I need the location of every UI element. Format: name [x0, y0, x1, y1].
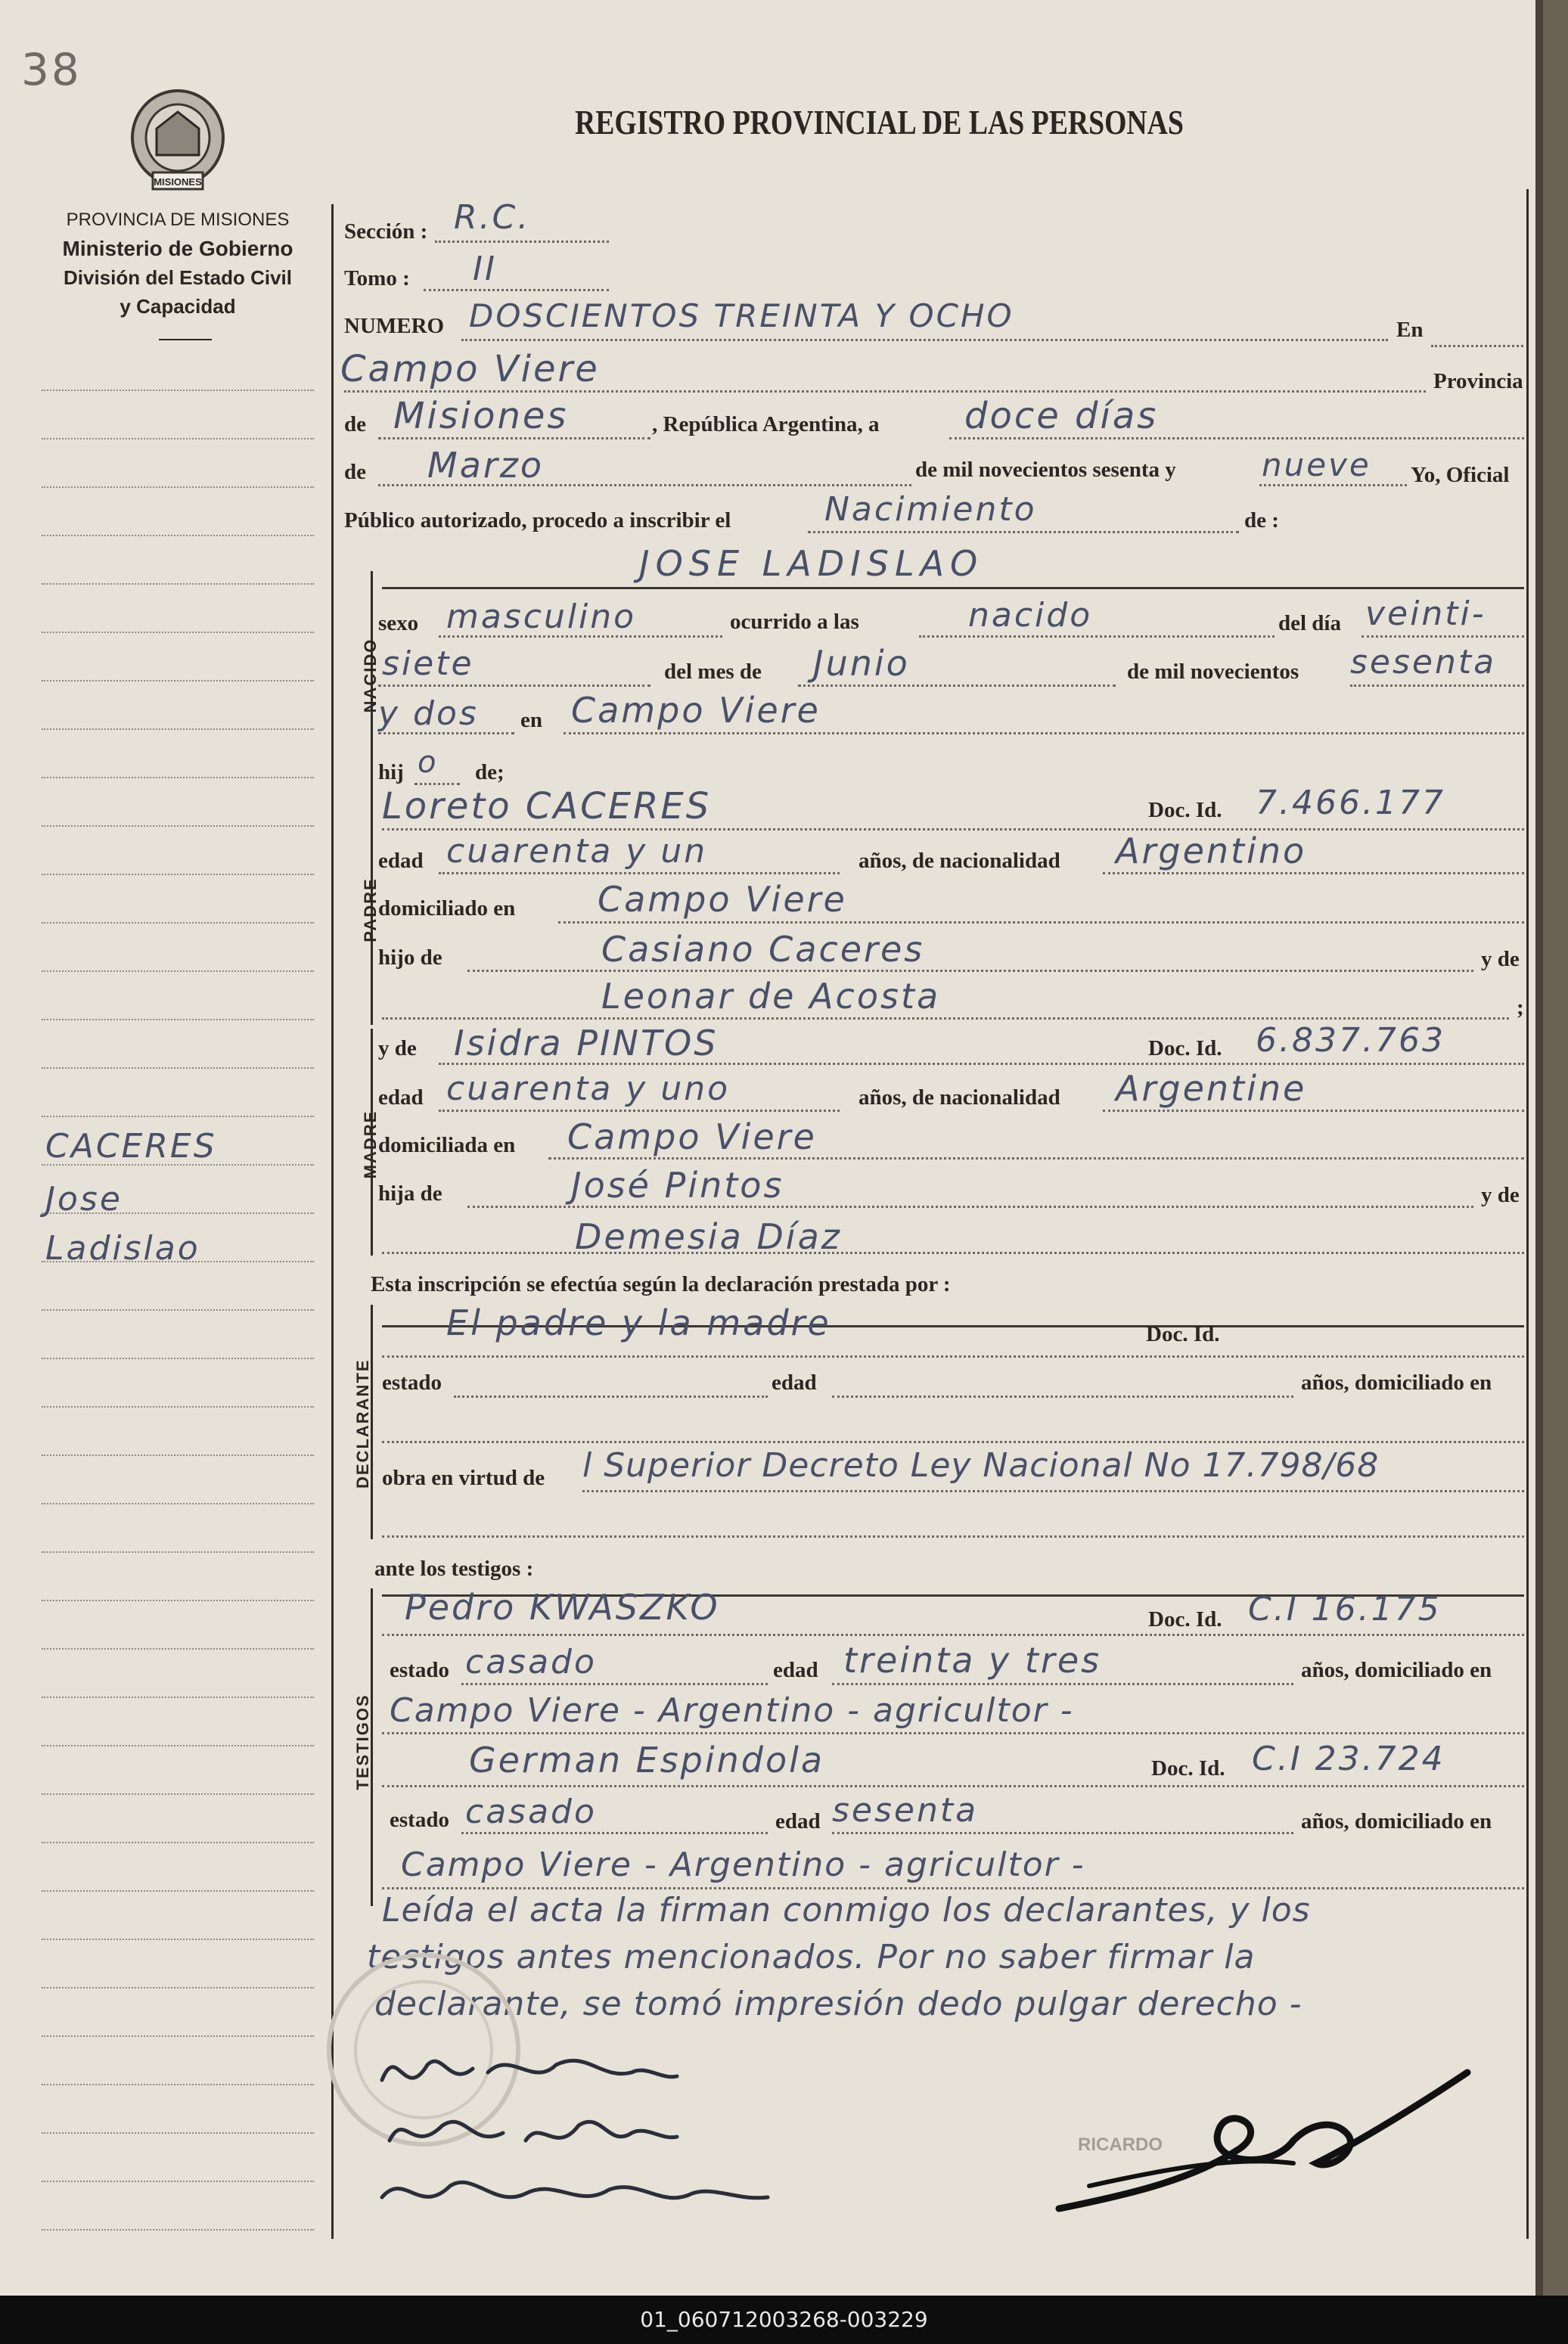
estado-label: estado: [390, 1658, 449, 1682]
closing-line: Leída el acta la firman conmigo los declarantes, y los: [382, 1891, 1311, 1930]
margin-rule-line: [42, 2035, 314, 2037]
padre-section-label: PADRE: [361, 877, 380, 942]
mother-name: Isidra PINTOS: [454, 1023, 719, 1063]
field-line: [424, 289, 609, 291]
field-line: [798, 685, 1116, 687]
dia-value: siete: [382, 644, 474, 683]
del-dia-label: del día: [1278, 611, 1341, 635]
province-value: Misiones: [393, 395, 569, 437]
margin-rule-line: [42, 1939, 314, 1940]
field-line: [919, 635, 1275, 638]
margin-rule-line: [42, 1503, 314, 1504]
margin-rule-line: [42, 1019, 314, 1020]
province-emblem: [123, 83, 233, 197]
field-line: [949, 437, 1524, 439]
margin-rule-line: [42, 486, 314, 488]
father-mother-value: Leonar de Acosta: [601, 976, 941, 1017]
field-line: [382, 1355, 1524, 1358]
closing-line: declarante, se tomó impresión dedo pulgar derecho -: [374, 1985, 1303, 2023]
birth-place-value: Campo Viere: [571, 690, 821, 731]
margin-rule-line: [42, 1551, 314, 1553]
witness2-doc-value: C.I 23.724: [1252, 1740, 1445, 1778]
margin-rule-line: [42, 1890, 314, 1892]
edad-label: edad: [378, 1085, 424, 1110]
field-line: [548, 1157, 1524, 1160]
testigos-section-label: TESTIGOS: [353, 1694, 372, 1790]
child-name: JOSE LADISLAO: [639, 543, 984, 584]
birth-year-value: y dos: [378, 694, 479, 733]
father-nationality-value: Argentino: [1116, 830, 1307, 871]
field-line: [378, 437, 650, 439]
document-title: REGISTRO PROVINCIAL DE LAS PERSONAS: [575, 103, 1184, 141]
anos-domiciliado-label: años, domiciliado en: [1301, 1809, 1492, 1833]
main-border: [331, 204, 334, 2239]
month-value: Marzo: [427, 445, 545, 486]
year-value: nueve: [1262, 446, 1371, 483]
field-line: [1103, 1110, 1524, 1112]
republica-label: , República Argentina, a: [652, 412, 880, 436]
field-line: [382, 1634, 1524, 1636]
nacido-section-label: NACIDO: [361, 638, 380, 713]
margin-rule-line: [42, 632, 314, 633]
sexo-label: sexo: [378, 611, 419, 635]
margin-rule-line: [42, 2229, 314, 2231]
closing-line: testigos antes mencionados. Por no saber firmar la: [367, 1938, 1256, 1976]
agency-block: [30, 206, 325, 321]
margin-rule-line: [42, 535, 314, 536]
field-line: [439, 1110, 840, 1112]
margin-rule-line: [42, 1455, 314, 1456]
margin-rule-line: [42, 1697, 314, 1698]
margin-rule-line: [42, 583, 314, 585]
y-de-label: y de: [378, 1036, 417, 1060]
page-number: 38: [21, 44, 82, 95]
edad-label: edad: [773, 1658, 818, 1682]
margin-rule-line: [42, 1358, 314, 1359]
agency-line: División del Estado Civil: [64, 266, 292, 289]
handwritten-signatures: [359, 2035, 904, 2231]
margin-rule-line: [42, 728, 314, 730]
margin-note-name: Ladislao: [45, 1229, 200, 1268]
margin-note-surname: CACERES: [45, 1127, 217, 1166]
field-line: [832, 1683, 1293, 1685]
field-line: [832, 1396, 1293, 1398]
provincia-label: Provincia: [1433, 369, 1523, 393]
field-line: [461, 1832, 768, 1834]
margin-rule-line: [42, 2132, 314, 2134]
father-doc-value: 7.466.177: [1256, 784, 1445, 822]
day-value: doce días: [964, 395, 1159, 437]
semicolon: ;: [1517, 995, 1524, 1020]
de-colon-label: de :: [1244, 508, 1279, 532]
obra-label: obra en virtud de: [382, 1466, 545, 1490]
margin-rule-line: [42, 1648, 314, 1650]
mil-label: de mil novecientos: [1127, 660, 1299, 684]
doc-id-label: Doc. Id.: [1151, 1756, 1225, 1781]
field-line: [1362, 635, 1524, 638]
mother-mother-value: Demesia Díaz: [575, 1216, 842, 1257]
y-de-label: y de: [1481, 1183, 1520, 1207]
witness1-doc-value: C.I 16.175: [1248, 1590, 1442, 1628]
tomo-label: Tomo :: [344, 266, 410, 290]
margin-rule-line: [42, 922, 314, 924]
mil-label: de mil novecientos sesenta y: [915, 458, 1176, 482]
mother-age-value: cuarenta y uno: [446, 1070, 731, 1108]
testigos-intro: ante los testigos :: [374, 1557, 534, 1581]
mes-value: Junio: [813, 643, 910, 684]
field-line: [461, 339, 1388, 341]
margin-rule-line: [42, 1406, 314, 1408]
field-line: [382, 1252, 1524, 1254]
en-label: En: [1396, 318, 1424, 342]
witness1-age-value: treinta y tres: [843, 1640, 1102, 1681]
declarante-section-label: DECLARANTE: [353, 1358, 372, 1489]
margin-rule-line: [42, 874, 314, 875]
margin-rule-line: [42, 970, 314, 972]
anos-domiciliado-label: años, domiciliado en: [1301, 1371, 1492, 1395]
field-line: [558, 921, 1524, 924]
edad-label: edad: [378, 849, 424, 873]
margin-rule-line: [42, 1793, 314, 1795]
mother-father-value: José Pintos: [571, 1165, 784, 1206]
declarant-name: El padre y la madre: [446, 1302, 831, 1343]
agency-line: y Capacidad: [120, 295, 236, 318]
domicilio-label: domiciliado en: [378, 896, 516, 921]
field-line: [461, 1683, 768, 1685]
margin-rule-line: [42, 825, 314, 827]
field-line: [1103, 872, 1524, 874]
father-name: Loreto CACERES: [382, 785, 712, 827]
witness1-address-value: Campo Viere - Argentino - agricultor -: [390, 1691, 1074, 1730]
field-line: [1431, 345, 1523, 347]
de-label: de: [344, 460, 366, 484]
field-line: [454, 1396, 768, 1398]
doc-id-label: Doc. Id.: [1148, 798, 1222, 822]
field-line: [382, 1732, 1524, 1734]
father-father-value: Casiano Caceres: [601, 929, 925, 970]
tomo-value: II: [473, 250, 497, 288]
field-line: [564, 732, 1524, 734]
declaracion-intro: Esta inscripción se efectúa según la declaración prestada por :: [371, 1272, 951, 1296]
mes-label: del mes de: [664, 660, 762, 684]
margin-rule-line: [42, 1987, 314, 1989]
anos-domiciliado-label: años, domiciliado en: [1301, 1658, 1492, 1682]
margin-rule-line: [42, 1745, 314, 1746]
mother-doc-value: 6.837.763: [1256, 1021, 1445, 1060]
field-line: [467, 970, 1473, 972]
nacionalidad-label: años, de nacionalidad: [859, 849, 1060, 873]
doc-id-label: Doc. Id.: [1146, 1322, 1220, 1346]
margin-rule-line: [42, 1842, 314, 1843]
margin-rule-line: [42, 2181, 314, 2182]
section-top-rule: [382, 587, 1524, 589]
domiciliada-label: domiciliada en: [378, 1133, 516, 1157]
ocurrido-label: ocurrido a las: [730, 610, 859, 634]
field-line: [382, 828, 1524, 830]
yo-oficial-label: Yo, Oficial: [1411, 463, 1510, 487]
estado-label: estado: [382, 1371, 442, 1395]
en-label: en: [520, 708, 542, 732]
field-line: [435, 241, 609, 243]
official-signature: [1044, 2057, 1498, 2231]
father-address-value: Campo Viere: [598, 879, 847, 920]
field-line: [1259, 484, 1407, 486]
field-line: [382, 1785, 1524, 1787]
estado-label: estado: [390, 1808, 449, 1832]
main-border: [1526, 189, 1529, 2239]
margin-rule-line: [42, 2084, 314, 2085]
witness1-estado-value: casado: [465, 1643, 597, 1681]
hij-value: o: [418, 745, 439, 780]
dia-value: veinti-: [1365, 595, 1486, 633]
svg-text:MISIONES: MISIONES: [154, 176, 202, 188]
margin-rule-line: [42, 680, 314, 681]
witness2-age-value: sesenta: [832, 1791, 979, 1830]
margin-rule-line: [42, 1116, 314, 1117]
field-line: [439, 872, 840, 874]
birth-year-value: sesenta: [1350, 643, 1497, 681]
hijo-de-label: hijo de: [378, 945, 442, 970]
divider: [159, 339, 212, 340]
hija-de-label: hija de: [378, 1181, 442, 1206]
ocurrido-value: nacido: [968, 596, 1093, 635]
field-line: [344, 390, 1426, 393]
margin-rule-line: [42, 390, 314, 391]
field-line: [467, 1206, 1473, 1208]
margin-rule-line: [42, 1067, 314, 1069]
agency-line: PROVINCIA DE MISIONES: [66, 210, 290, 230]
publico-label: Público autorizado, procedo a inscribir el: [344, 508, 731, 532]
witness2-address-value: Campo Viere - Argentino - agricultor -: [401, 1846, 1085, 1884]
image-caption: 01_060712003268-003229: [0, 2296, 1568, 2344]
witness1-name: Pedro KWASZKO: [405, 1587, 720, 1628]
sexo-value: masculino: [446, 598, 637, 636]
seccion-label: Sección :: [344, 219, 428, 244]
margin-rule-line: [42, 777, 314, 778]
field-line: [382, 1017, 1509, 1020]
field-line: [378, 685, 650, 687]
numero-label: NUMERO: [344, 314, 445, 338]
stamp-text: RICARDO: [1078, 2134, 1163, 2155]
nacionalidad-label: años, de nacionalidad: [859, 1085, 1060, 1110]
field-line: [832, 1832, 1293, 1834]
de-label: de;: [475, 760, 505, 784]
decree-value: l Superior Decreto Ley Nacional No 17.798/68: [582, 1446, 1380, 1485]
edad-label: edad: [775, 1809, 821, 1833]
seccion-value: R.C.: [454, 198, 531, 237]
margin-rule-line: [42, 1600, 314, 1601]
witness2-name: German Espindola: [469, 1740, 825, 1781]
margin-note-name: Jose: [45, 1180, 123, 1219]
father-age-value: cuarenta y un: [446, 832, 708, 871]
mother-address-value: Campo Viere: [567, 1116, 817, 1157]
doc-id-label: Doc. Id.: [1148, 1036, 1222, 1060]
field-line: [382, 1887, 1524, 1889]
mother-nationality-value: Argentine: [1116, 1068, 1307, 1109]
act-value: Nacimiento: [824, 490, 1037, 529]
madre-section-label: MADRE: [361, 1110, 380, 1179]
field-line: [1350, 685, 1524, 687]
margin-rule-line: [42, 1309, 314, 1311]
margin-rule-line: [42, 438, 314, 439]
numero-value: DOSCIENTOS TREINTA Y OCHO: [469, 297, 1014, 334]
de-label: de: [344, 412, 366, 436]
edad-label: edad: [772, 1371, 817, 1395]
hij-label: hij: [378, 760, 404, 784]
y-de-label: y de: [1481, 947, 1520, 971]
agency-line: Ministerio de Gobierno: [62, 237, 293, 260]
place-value: Campo Viere: [340, 348, 600, 390]
doc-id-label: Doc. Id.: [1148, 1607, 1222, 1631]
field-line: [808, 531, 1239, 533]
field-line: [382, 1535, 1524, 1538]
field-line: [582, 1490, 1524, 1492]
witness2-estado-value: casado: [465, 1793, 597, 1831]
field-line: [382, 1441, 1524, 1443]
